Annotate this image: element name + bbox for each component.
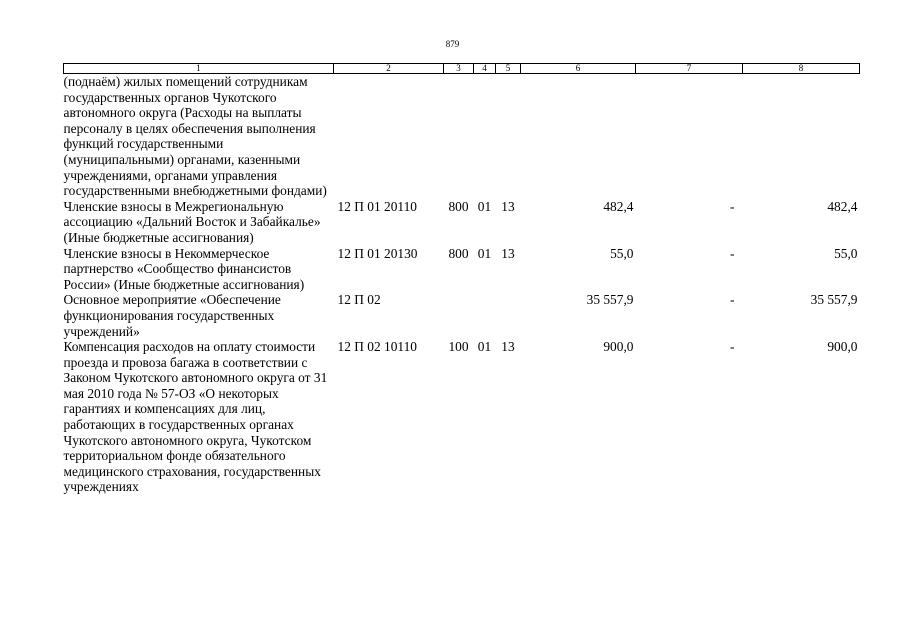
column-header-7: 7 [636, 64, 743, 74]
amount-regional: 55,0 [834, 245, 858, 261]
amount-regional: 35 557,9 [810, 292, 858, 308]
expense-type: 100 [448, 339, 469, 355]
amount-federal: - [730, 198, 735, 214]
column-header-4: 4 [474, 64, 496, 74]
amount-federal: - [730, 245, 735, 261]
expense-name: Членские взносы в Межрегиональную ассоциацию «Дальний Восток и Забайкалье» (Иные бюджетные ассигнования) [63, 198, 321, 245]
expense-type [444, 292, 474, 339]
budget-code: 12 П 02 10110 [337, 339, 417, 355]
column-header-1: 1 [64, 64, 334, 74]
budget-code: 12 П 02 [337, 292, 381, 308]
column-header-3: 3 [444, 64, 474, 74]
expense-type: 800 [448, 245, 469, 261]
section-code [474, 292, 496, 339]
amount-total: 900,0 [603, 339, 634, 355]
amount-regional [743, 74, 860, 199]
section-code: 01 [477, 245, 492, 261]
column-number-header [64, 64, 860, 74]
subsection-code: 13 [501, 339, 515, 355]
table-row [64, 246, 860, 293]
table-row [64, 199, 860, 246]
budget-code: 12 П 01 20130 [337, 245, 418, 261]
budget-table [63, 63, 860, 495]
subsection-code: 13 [501, 245, 515, 261]
page-number: 879 [445, 39, 460, 49]
amount-total [521, 74, 636, 199]
section-code [474, 74, 496, 199]
amount-federal: - [730, 292, 735, 308]
table-row [64, 292, 860, 339]
expense-name: Компенсация расходов на оплату стоимости проезда и провоза багажа в соответствии с Законом Чукотского автономного округа от 31 мая 2010 года № 57-ОЗ «О некоторых гарантиях и компенсациях для лиц, работающих в государственных органах Чукотского автономного округа, Чукотском территориальном фонде обязательного медицинского страхования, государственных учреждениях [63, 339, 328, 495]
amount-total: 482,4 [603, 198, 634, 214]
table-row [64, 74, 860, 199]
budget-code: 12 П 01 20110 [337, 198, 417, 214]
expense-name: (поднаём) жилых помещений сотрудникам государственных органов Чукотского автономного округа (Расходы на выплаты персоналу в целях обеспечения выполнения функций государственными (муниципальными) органами, казенными учреждениями, органами управления государственными внебюджетными фондами) [63, 74, 327, 199]
expense-name: Основное мероприятие «Обеспечение функционирования государственных учреждений» [63, 292, 281, 339]
amount-regional: 482,4 [827, 198, 858, 214]
column-header-6: 6 [521, 64, 636, 74]
subsection-code [496, 292, 521, 339]
subsection-code: 13 [501, 198, 515, 214]
expense-name: Членские взносы в Некоммерческое партнерство «Сообщество финансистов России» (Иные бюджетные ассигнования) [63, 245, 305, 292]
expense-type: 800 [448, 198, 469, 214]
amount-total: 35 557,9 [586, 292, 634, 308]
amount-regional: 900,0 [827, 339, 858, 355]
subsection-code [496, 74, 521, 199]
column-header-8: 8 [743, 64, 860, 74]
amount-federal: - [730, 339, 735, 355]
table-row [64, 339, 860, 495]
section-code: 01 [477, 339, 492, 355]
column-header-5: 5 [496, 64, 521, 74]
amount-total: 55,0 [610, 245, 634, 261]
amount-federal [636, 74, 743, 199]
column-header-2: 2 [334, 64, 444, 74]
budget-code [334, 74, 444, 199]
expense-type [444, 74, 474, 199]
section-code: 01 [477, 198, 492, 214]
